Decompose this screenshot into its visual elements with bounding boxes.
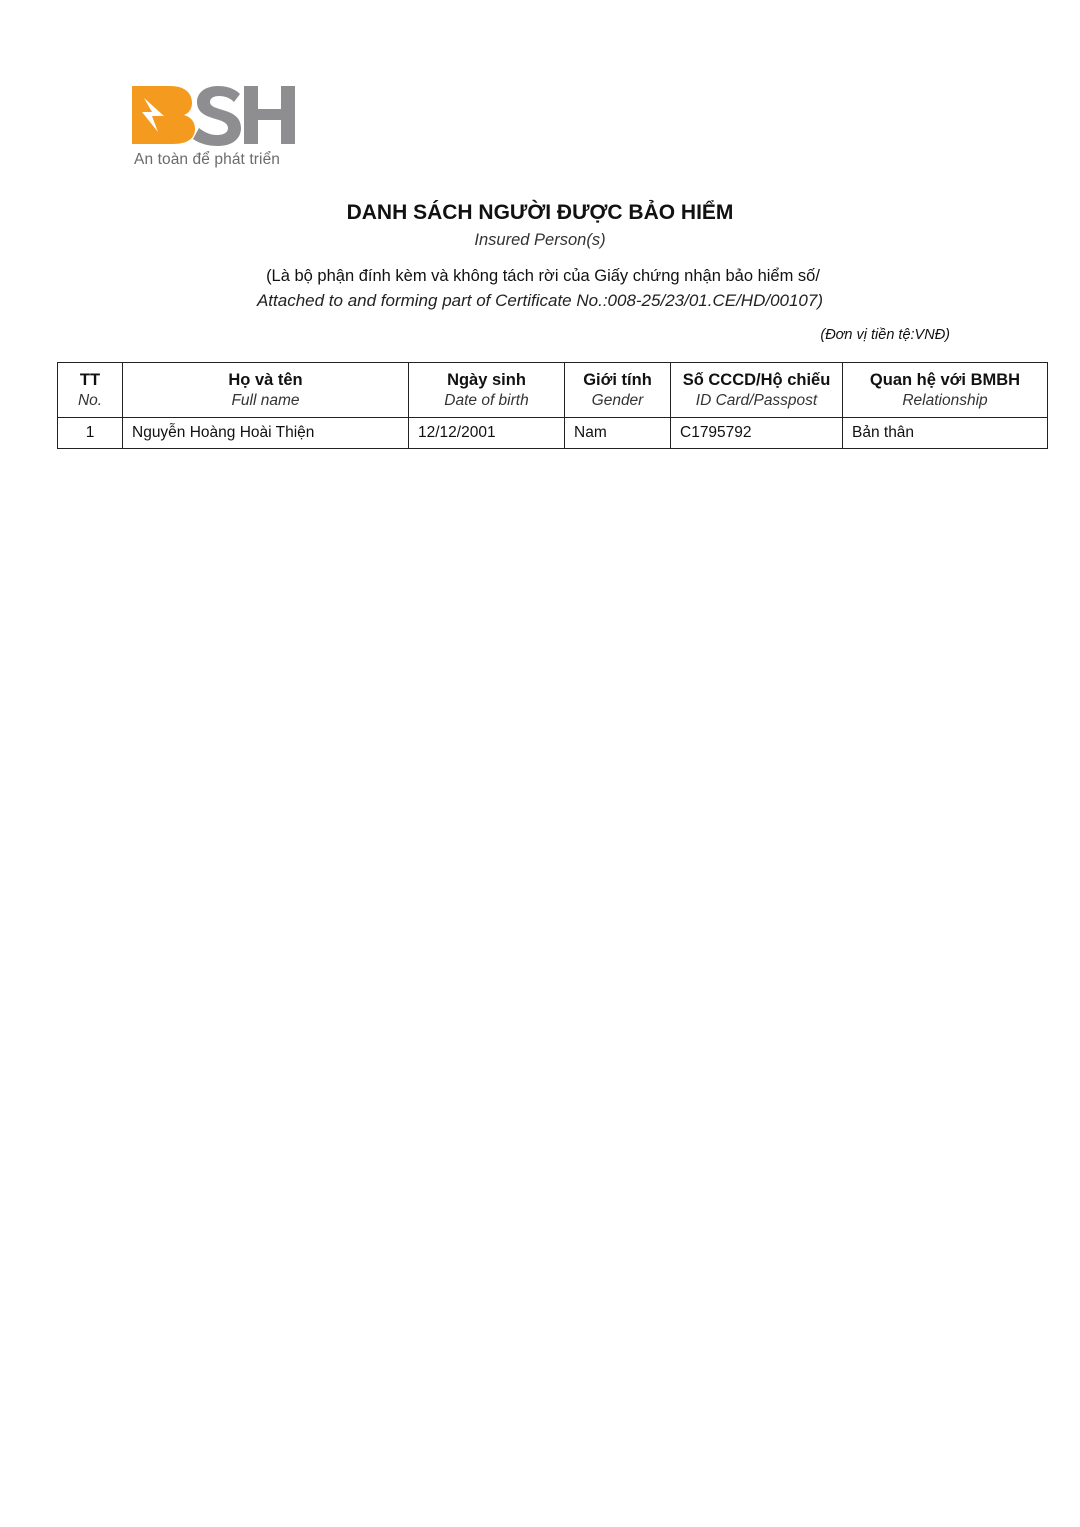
column-header-no: [58, 363, 123, 418]
column-header-relationship: [843, 363, 1048, 418]
cell-relationship: Bản thân: [843, 418, 1048, 449]
column-header-en: ID Card/Passpost: [695, 391, 818, 409]
column-header-vi: Họ và tên: [228, 370, 303, 389]
column-header-en: Date of birth: [444, 391, 529, 409]
currency-note: (Đơn vị tiền tệ:VNĐ): [820, 327, 950, 343]
cell-gender: Nam: [565, 418, 671, 449]
column-header-vi: TT: [79, 370, 101, 389]
cell-no: 1: [58, 418, 123, 449]
document-title: DANH SÁCH NGƯỜI ĐƯỢC BẢO HIỂM: [346, 201, 734, 224]
cell-full-name: Nguyễn Hoàng Hoài Thiện: [123, 418, 409, 449]
logo-tagline: An toàn để phát triển: [134, 151, 281, 168]
column-header-en: Gender: [591, 391, 644, 409]
column-header-vi: Ngày sinh: [447, 370, 526, 389]
column-header-vi: Quan hệ với BMBH: [869, 370, 1021, 389]
insured-persons-table: [57, 362, 1048, 449]
column-header-en: Full name: [231, 391, 300, 409]
attachment-note-vi: (Là bộ phận đính kèm và không tách rời của Giấy chứng nhận bảo hiểm số/: [266, 267, 820, 285]
table-header-row: [58, 363, 1048, 418]
column-header-date-of-birth: [409, 363, 565, 418]
column-header-vi: Số CCCD/Hộ chiếu: [682, 370, 831, 389]
table-row: [58, 418, 1048, 449]
column-header-vi: Giới tính: [583, 370, 652, 389]
column-header-gender: [565, 363, 671, 418]
bsh-logo-mark: [130, 84, 300, 150]
column-header-en: No.: [77, 391, 103, 409]
attachment-note-en: Attached to and forming part of Certificate No.:008-25/23/01.CE/HD/00107): [256, 291, 824, 310]
document-subtitle: Insured Person(s): [474, 231, 606, 249]
column-header-en: Relationship: [902, 391, 988, 409]
column-header-id-card: [671, 363, 843, 418]
cell-date-of-birth: 12/12/2001: [409, 418, 565, 449]
column-header-full-name: [123, 363, 409, 418]
cell-id-card: C1795792: [671, 418, 843, 449]
